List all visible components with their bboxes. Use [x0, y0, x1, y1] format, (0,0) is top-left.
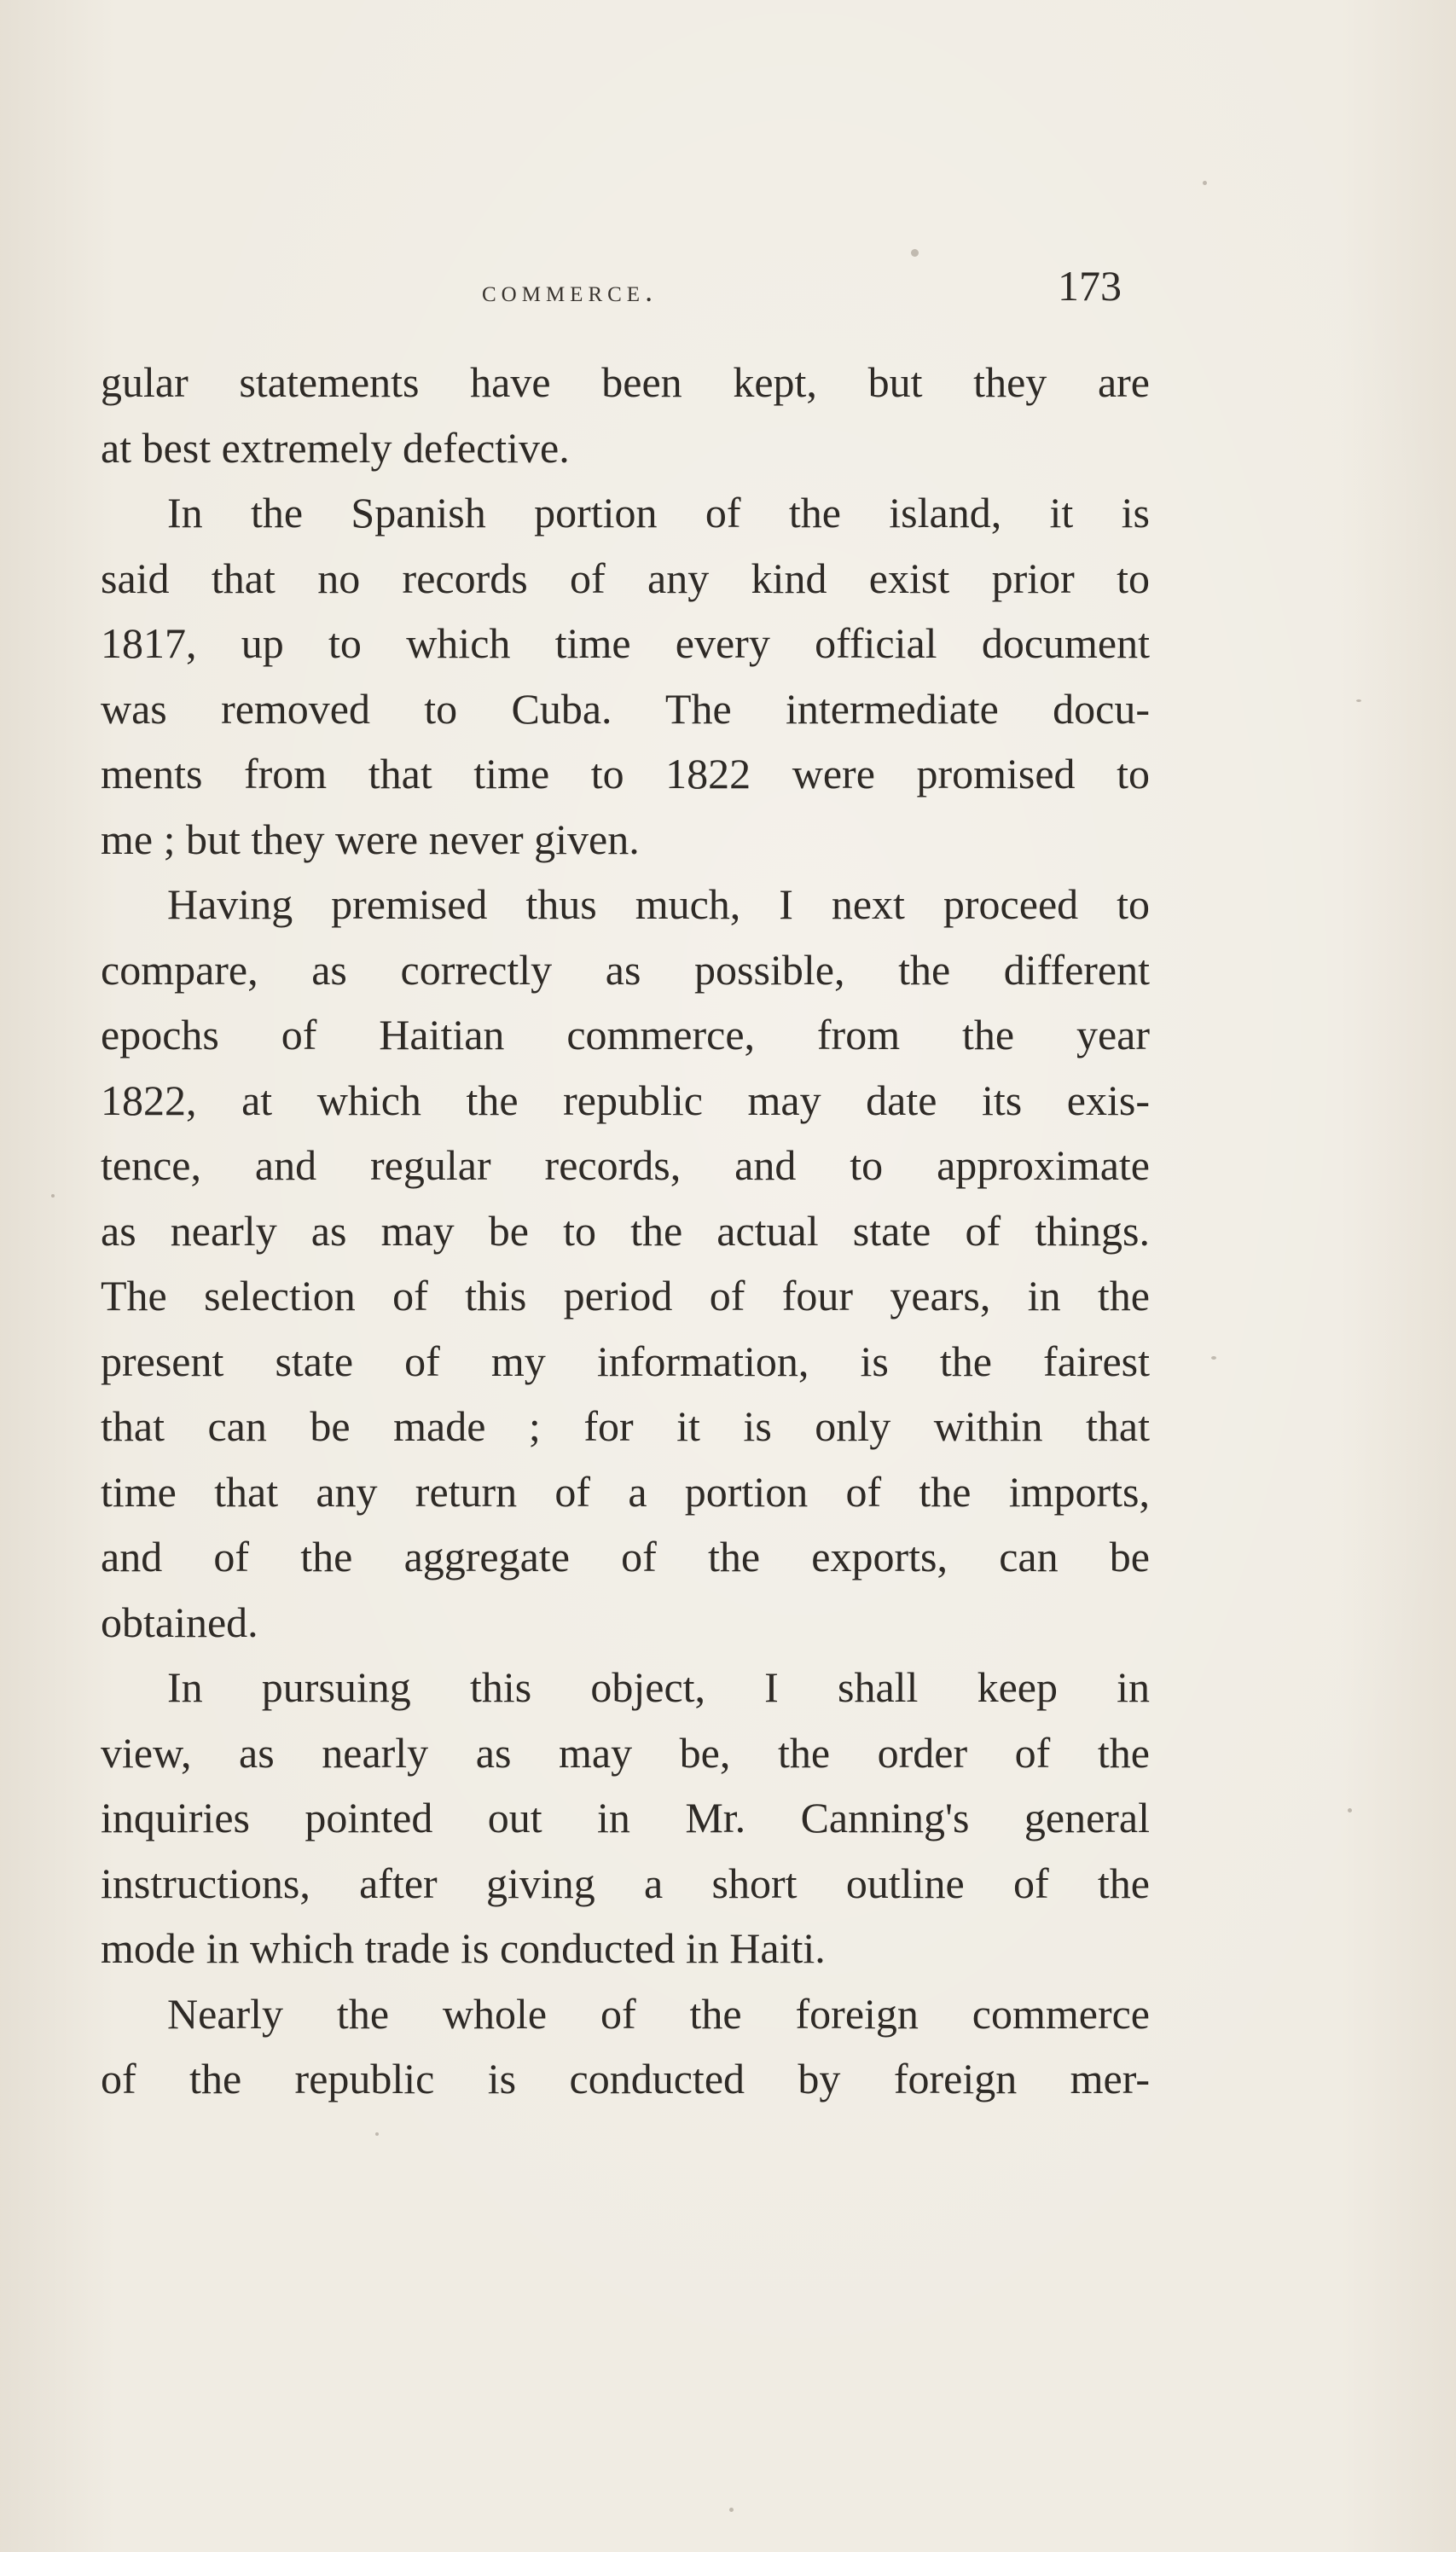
body-text: [101, 350, 1150, 2112]
text-line: In the Spanish portion of the island, it is: [167, 489, 1150, 536]
paper-speck: [911, 249, 919, 257]
text-line: of the republic is conducted by foreign mer-: [101, 2055, 1150, 2102]
text-line: instructions, after giving a short outline of the: [101, 1859, 1150, 1907]
text-line: and of the aggregate of the exports, can be: [101, 1533, 1150, 1580]
paper-speck: [51, 1194, 55, 1198]
paper-speck: [729, 2508, 734, 2512]
text-line: as nearly as may be to the actual state of things.: [101, 1206, 1150, 1255]
text-line: In pursuing this object, I shall keep in: [167, 1663, 1150, 1711]
text-line: 1822, at which the republic may date its exis-: [101, 1076, 1150, 1124]
text-line: tence, and regular records, and to approximate: [101, 1141, 1150, 1189]
text-line: 1817, up to which time every official document: [101, 619, 1150, 667]
paper-speck: [1203, 181, 1207, 185]
text-line: Having premised thus much, I next proceed to: [167, 880, 1150, 928]
text-line: time that any return of a portion of the imports,: [101, 1467, 1150, 1516]
page-header: [0, 262, 1456, 326]
text-line: me ; but they were never given.: [101, 815, 640, 863]
text-line: that can be made ; for it is only within that: [101, 1402, 1150, 1450]
text-line: Nearly the whole of the foreign commerce: [167, 1989, 1150, 2038]
text-line: The selection of this period of four years, in the: [101, 1272, 1150, 1320]
text-line: was removed to Cuba. The intermediate docu-: [101, 684, 1150, 733]
running-head: commerce.: [482, 274, 658, 308]
text-line: present state of my information, is the fairest: [101, 1337, 1150, 1385]
text-line: view, as nearly as may be, the order of the: [101, 1728, 1150, 1777]
text-line: compare, as correctly as possible, the different: [101, 945, 1150, 994]
text-line: epochs of Haitian commerce, from the year: [101, 1011, 1150, 1058]
text-line: obtained.: [101, 1598, 258, 1646]
paper-speck: [1356, 699, 1361, 702]
text-line: inquiries pointed out in Mr. Canning's general: [101, 1794, 1150, 1842]
page-number: 173: [1058, 262, 1122, 310]
paper-speck: [1211, 1356, 1216, 1360]
text-line: mode in which trade is conducted in Haiti.: [101, 1924, 826, 1972]
text-line: at best extremely defective.: [101, 423, 570, 472]
text-line: ments from that time to 1822 were promised to: [101, 750, 1150, 798]
text-line: gular statements have been kept, but they are: [101, 358, 1150, 406]
paper-speck: [1348, 1808, 1352, 1812]
text-line: said that no records of any kind exist prior to: [101, 554, 1150, 602]
paper-speck: [375, 2132, 379, 2136]
